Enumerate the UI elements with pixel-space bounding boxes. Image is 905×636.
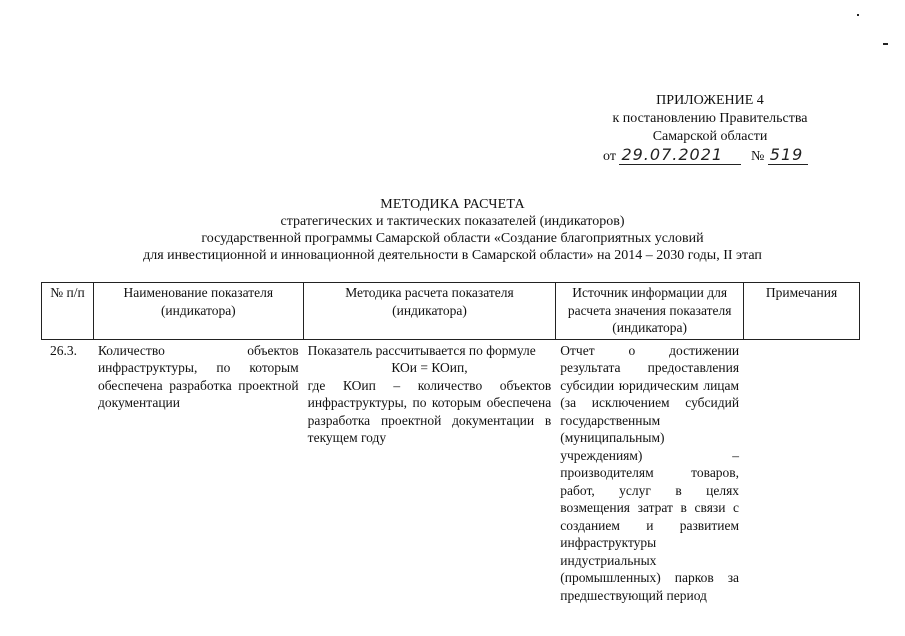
method-formula: КОи = КОип,: [391, 360, 468, 375]
appendix-decree: к постановлению Правительства: [612, 111, 808, 126]
title-line-2: стратегических и тактических показателей (индикаторов): [280, 214, 625, 229]
header-source: Источник информации для расчета значения показателя (индикатора): [556, 283, 744, 340]
handwritten-date: 29.07.2021: [619, 146, 741, 165]
title-main: МЕТОДИКА РАСЧЕТА: [380, 197, 525, 212]
indicator-table: [41, 282, 860, 604]
row-note: [744, 339, 860, 604]
header-num: № п/п: [42, 283, 94, 340]
row-method: [303, 339, 556, 604]
appendix-label: ПРИЛОЖЕНИЕ 4: [656, 93, 764, 108]
date-prefix: от: [603, 149, 616, 164]
scan-dot: [857, 14, 859, 16]
row-num: 26.3.: [50, 342, 77, 358]
table-header-row: [42, 283, 860, 340]
title-line-4: для инвестиционной и инновационной деятельности в Самарской области» на 2014 – 2030 годы, II этап: [143, 248, 762, 263]
scan-dash: [883, 43, 888, 45]
method-intro: Показатель рассчитывается по формуле: [307, 342, 536, 358]
document-title: [0, 196, 905, 264]
header-note: Примечания: [744, 283, 860, 340]
header-method: Методика расчета показателя (индикатора): [303, 283, 556, 340]
method-description: где КОип – количество объектов инфраструктуры, по которым обеспечена разработка проектной документации в текущем году: [307, 377, 552, 445]
table-row: [42, 339, 860, 604]
appendix-date-line: [560, 146, 860, 166]
appendix-region: Самарской области: [652, 129, 768, 144]
row-name: Количество объектов инфраструктуры, по которым обеспечена разработка проектной документации: [97, 342, 299, 410]
appendix-header: [560, 92, 860, 166]
header-name: Наименование показателя (индикатора): [93, 283, 303, 340]
title-line-3: государственной программы Самарской области «Создание благоприятных условий: [201, 231, 704, 246]
number-prefix: №: [750, 149, 765, 164]
handwritten-number: 519: [768, 146, 808, 165]
row-source: Отчет о достижении результата предоставления субсидии юридическим лицам (за исключением субсидий государственным (муниципальным) учреждениям) – производителям товаров, работ, услуг в целях возмещения затрат в связи с созданием и развитием инфраструктуры индустриальных (промышленных) парков за предшествующий период: [560, 342, 740, 603]
